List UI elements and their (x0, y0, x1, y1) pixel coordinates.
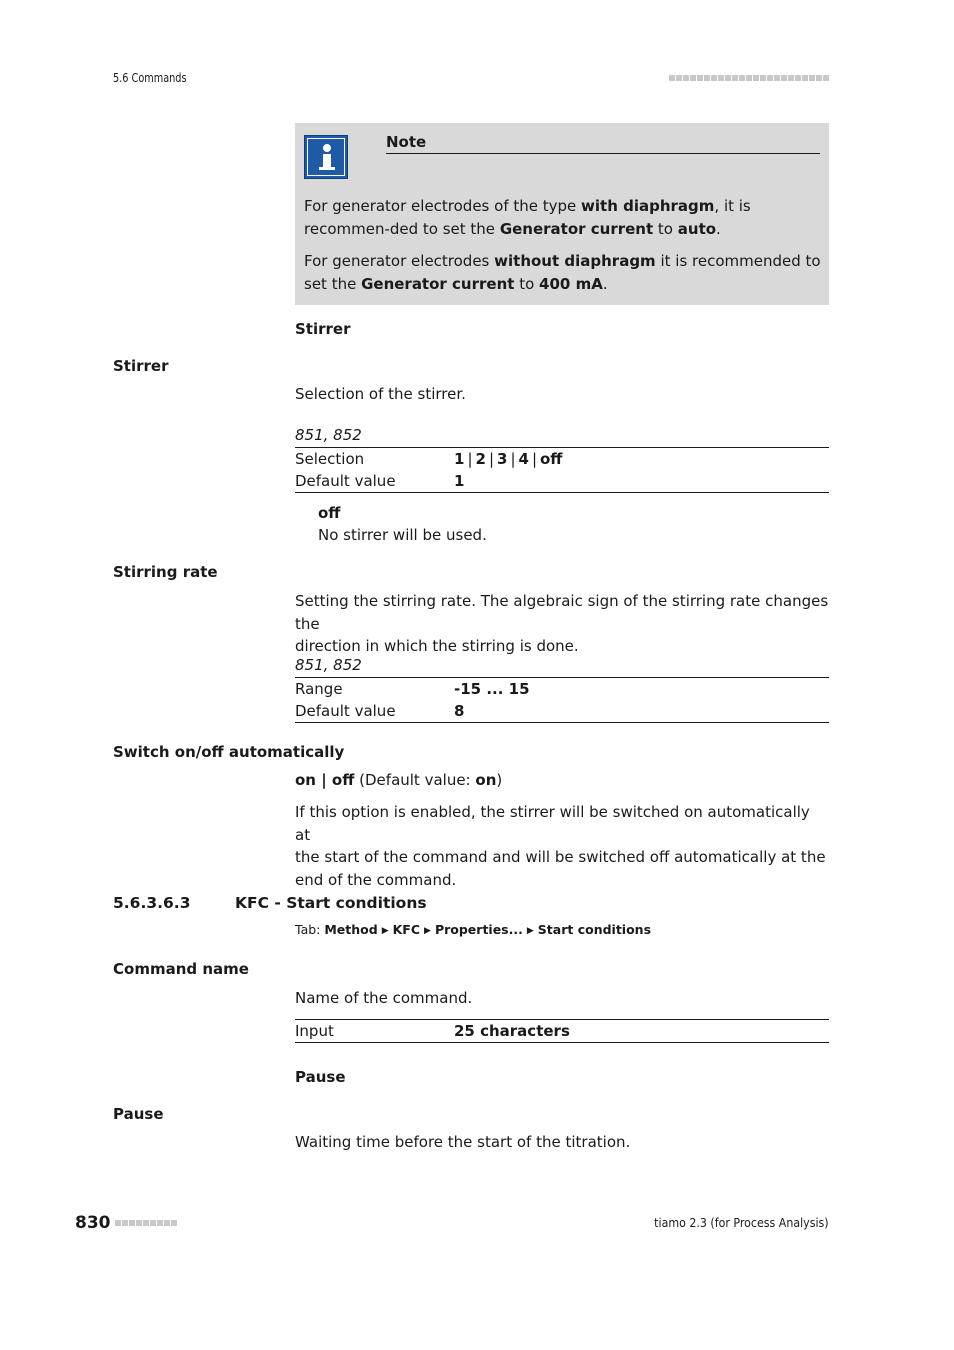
pause-parameter-heading: Pause (113, 1105, 164, 1123)
command-name-parameter-table (295, 1019, 829, 1043)
stirrer-option-description: No stirrer will be used. (318, 526, 487, 544)
table-value: -15 ... 15 (454, 680, 530, 698)
note-paragraph-2: For generator electrodes without diaphragm it is recommended to set the Generator current to 400 mA. (304, 252, 821, 293)
subsection-number: 5.6.3.6.3 (113, 894, 191, 912)
command-name-description: Name of the command. (295, 989, 473, 1007)
page-number: 830 (75, 1213, 111, 1233)
table-row (295, 470, 829, 492)
stirrer-selection-values: 1 | 2 | 3 | 4 | off (454, 450, 563, 468)
stirrer-parameter-table (295, 447, 829, 493)
stirrer-devices: 851, 852 (295, 426, 362, 444)
subsection-title: KFC - Start conditions (235, 894, 427, 912)
stirrer-option-name: off (318, 504, 341, 522)
stirring-rate-parameter-table (295, 677, 829, 723)
switch-auto-heading: Switch on/off automatically (113, 743, 345, 761)
table-value: 25 characters (454, 1022, 570, 1040)
table-row (295, 678, 829, 700)
pause-group-heading: Pause (295, 1068, 346, 1086)
note-paragraph-1: For generator electrodes of the type with diaphragm, it is recommen-ded to set the Generator current to auto. (304, 197, 751, 238)
stirrer-parameter-heading: Stirrer (113, 357, 169, 375)
table-key: Range (295, 680, 343, 698)
table-key: Default value (295, 472, 396, 490)
stirring-rate-devices: 851, 852 (295, 656, 362, 674)
stirring-rate-heading: Stirring rate (113, 563, 218, 581)
switch-auto-description: If this option is enabled, the stirrer will be switched on automatically at the start of the command and will be switched off automatically at the end of the command. (295, 803, 826, 889)
info-icon (304, 135, 348, 179)
table-row (295, 448, 829, 470)
pause-description: Waiting time before the start of the titration. (295, 1133, 631, 1151)
stirring-rate-description: Setting the stirring rate. The algebraic sign of the stirring rate changes the direction in which the stirring is done. (295, 592, 829, 655)
stirrer-description: Selection of the stirrer. (295, 385, 466, 403)
table-key: Default value (295, 702, 396, 720)
table-row (295, 1020, 829, 1042)
tab-navigation-path: Tab: Method ▶ KFC ▶ Properties... ▶ Start conditions (295, 922, 652, 937)
table-key: Input (295, 1022, 334, 1040)
table-value: 8 (454, 702, 465, 720)
table-key: Selection (295, 450, 365, 468)
table-row (295, 700, 829, 722)
note-box (295, 123, 829, 305)
stirrer-group-heading: Stirrer (295, 320, 351, 338)
command-name-heading: Command name (113, 960, 249, 978)
switch-auto-options: on | off (Default value: on) (295, 771, 503, 789)
running-header-section: 5.6 Commands (113, 71, 187, 85)
footer-decoration (115, 1220, 177, 1226)
footer-product-name: tiamo 2.3 (for Process Analysis) (654, 1216, 829, 1230)
header-decoration (669, 75, 829, 81)
table-value: 1 (454, 472, 465, 490)
note-title: Note (386, 133, 820, 154)
